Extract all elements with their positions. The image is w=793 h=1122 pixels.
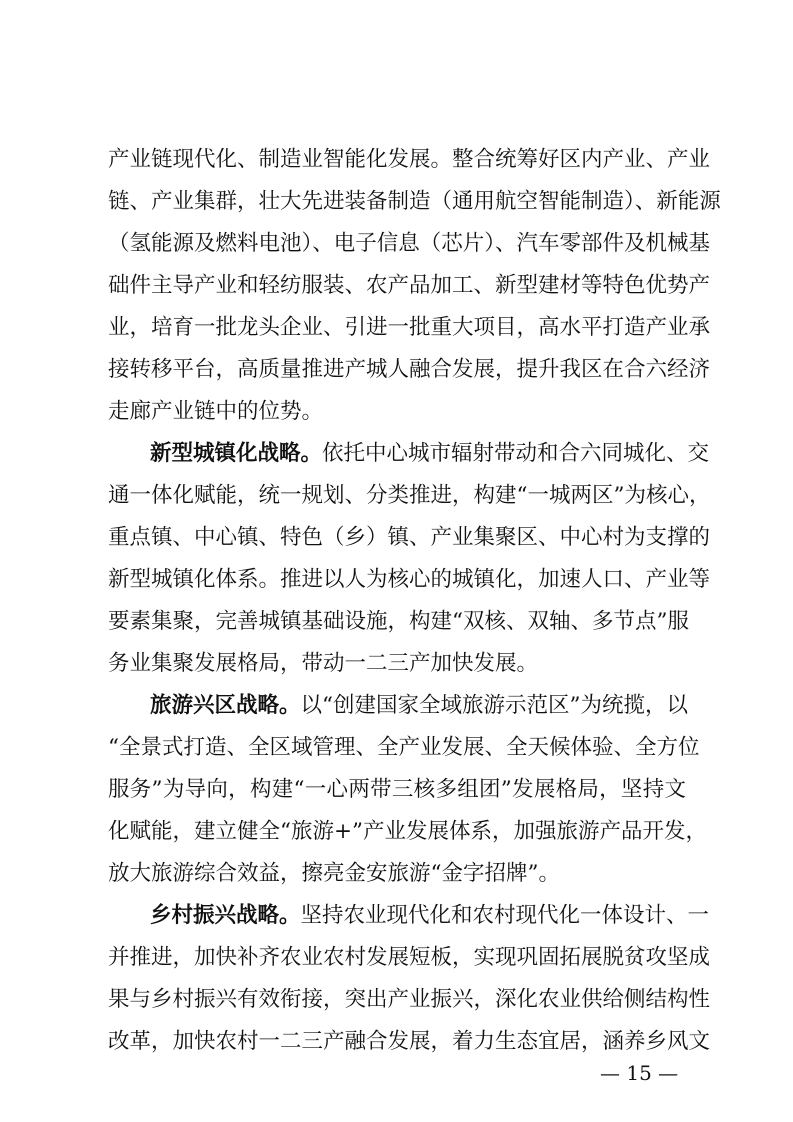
paragraph-3-line-1 [150,689,689,723]
paragraph-2-heading: 新型城镇化战略。 [150,441,323,466]
paragraph-3-line-5: 放大旅游综合效益，擦亮金安旅游“金字招牌”。 [108,861,560,886]
paragraph-1-line-4: 础件主导产业和轻纺服装、农产品加工、新型建材等特色优势产 [108,273,711,298]
paragraph-2-line-5: 要素集聚，完善城镇基础设施，构建“双核、双轴、多节点”服 [108,609,689,634]
paragraph-2-line-3: 重点镇、中心镇、特色（乡）镇、产业集聚区、中心村为支撑的 [108,525,711,550]
paragraph-2-line-1 [150,437,710,471]
paragraph-1-line-2: 链、产业集群，壮大先进装备制造（通用航空智能制造）、新能源 [108,189,721,214]
paragraph-4-line-1 [150,899,710,933]
paragraph-3-line-2: “全景式打造、全区域管理、全产业发展、全天候体验、全方位 [108,735,700,760]
paragraph-2-line-6: 务业集聚发展格局，带动一二三产加快发展。 [108,651,539,676]
paragraph-4-line-2: 并推进，加快补齐农业农村发展短板，实现巩固拓展脱贫攻坚成 [108,945,711,970]
paragraph-1-line-3: （氢能源及燃料电池）、电子信息（芯片）、汽车零部件及机械基 [108,231,711,256]
paragraph-3-text: 以“创建国家全域旅游示范区”为统揽，以 [300,693,689,718]
paragraph-1-line-5: 业，培育一批龙头企业、引进一批重大项目，高水平打造产业承 [108,315,711,340]
paragraph-2-line-2: 通一体化赋能，统一规划、分类推进，构建“一城两区”为核心， [108,483,711,508]
paragraph-2-text: 依托中心城市辐射带动和合六同城化、交 [322,441,710,466]
paragraph-1-line-7: 走廊产业链中的位势。 [108,399,324,424]
page-number: — 15 — [600,1061,679,1085]
paragraph-4-text: 坚持农业现代化和农村现代化一体设计、一 [300,903,710,928]
paragraph-3-heading: 旅游兴区战略。 [150,693,301,718]
paragraph-4-heading: 乡村振兴战略。 [150,903,301,928]
paragraph-4-line-4: 改革，加快农村一二三产融合发展，着力生态宜居，涵养乡风文 [108,1029,711,1054]
paragraph-2-line-4: 新型城镇化体系。推进以人为核心的城镇化，加速人口、产业等 [108,567,711,592]
paragraph-3-line-4: 化赋能，建立健全“旅游+”产业发展体系，加强旅游产品开发， [108,819,708,844]
paragraph-1-line-6: 接转移平台，高质量推进产城人融合发展，提升我区在合六经济 [108,357,711,382]
paragraph-3-line-3: 服务”为导向，构建“一心两带三核多组团”发展格局，坚持文 [108,777,686,802]
paragraph-4-line-3: 果与乡村振兴有效衔接，突出产业振兴，深化农业供给侧结构性 [108,987,711,1012]
paragraph-1-line-1: 产业链现代化、制造业智能化发展。整合统筹好区内产业、产业 [108,147,711,172]
